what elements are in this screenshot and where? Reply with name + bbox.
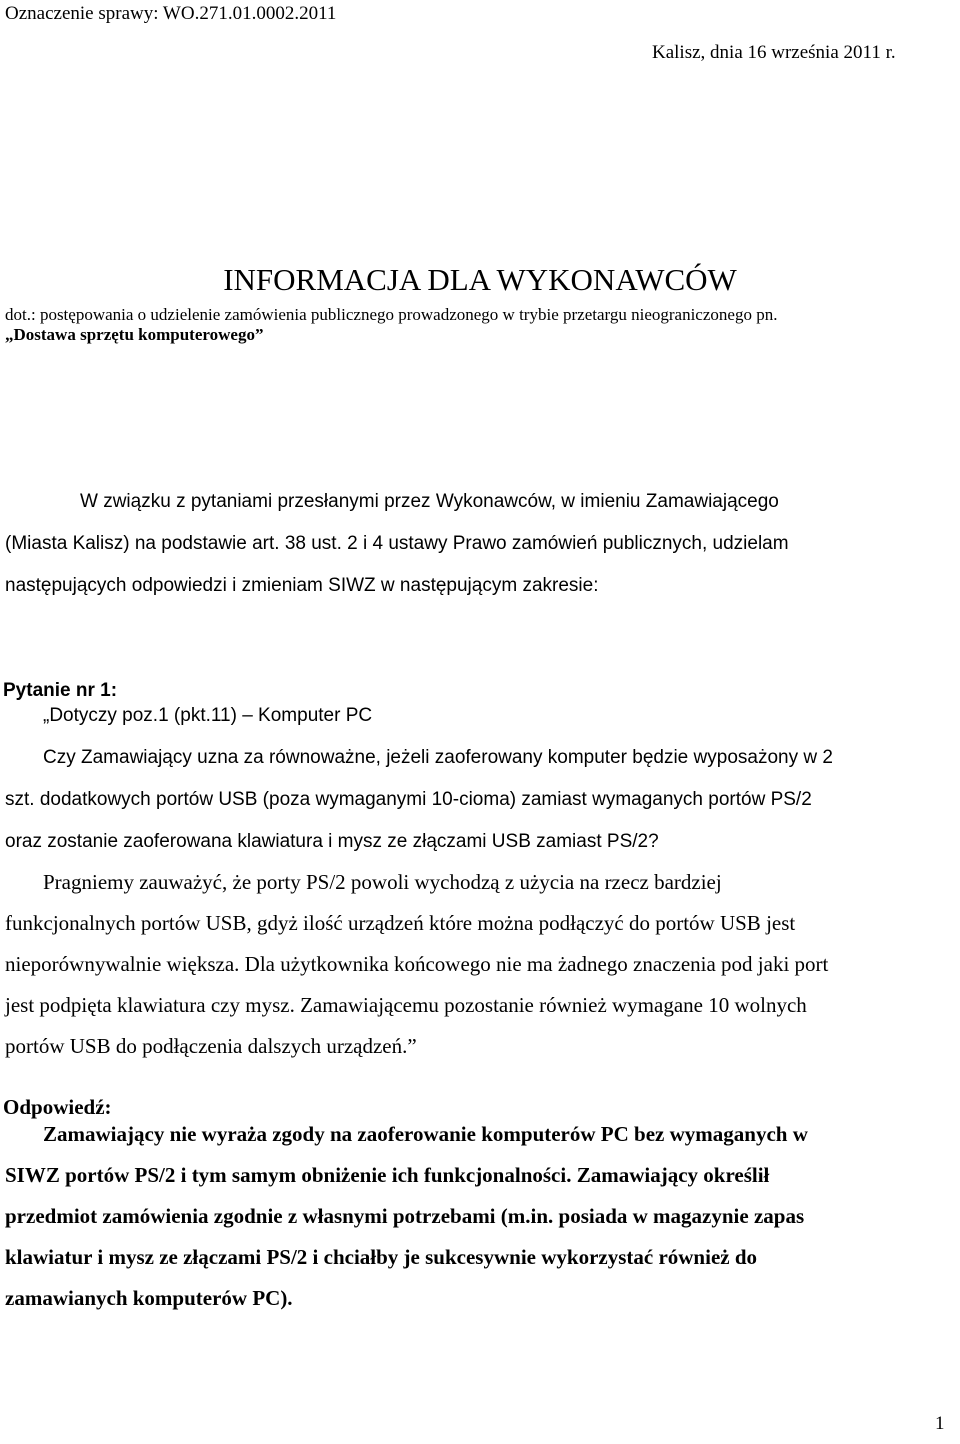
case-reference: Oznaczenie sprawy: WO.271.01.0002.2011	[5, 3, 337, 24]
intro-line: (Miasta Kalisz) na podstawie art. 38 ust. 2 i 4 ustawy Prawo zamówień publicznych, udzielam	[5, 533, 789, 554]
document-title: INFORMACJA DLA WYKONAWCÓW	[223, 262, 737, 297]
answer-line: klawiatur i mysz ze złączami PS/2 i chciałby je sukcesywnie wykorzystać również do	[5, 1245, 758, 1269]
page-number: 1	[935, 1413, 945, 1434]
subject-title: „Dostawa sprzętu komputerowego”	[5, 325, 264, 344]
question-paragraph-line: Pragniemy zauważyć, że porty PS/2 powoli wychodzą z użycia na rzecz bardziej	[43, 870, 722, 894]
question-paragraph-line: funkcjonalnych portów USB, gdyż ilość urządzeń które można podłączyć do portów USB jest	[5, 911, 796, 935]
answer-heading: Odpowiedź:	[3, 1095, 112, 1119]
place-and-date: Kalisz, dnia 16 września 2011 r.	[652, 42, 896, 63]
question-line: Czy Zamawiający uzna za równoważne, jeżeli zaoferowany komputer będzie wyposażony w 2	[43, 747, 833, 768]
intro-line: W związku z pytaniami przesłanymi przez Wykonawców, w imieniu Zamawiającego	[80, 491, 779, 512]
question-paragraph-line: nieporównywalnie większa. Dla użytkownika końcowego nie ma żadnego znaczenia pod jaki port	[5, 952, 829, 976]
question-paragraph-line: portów USB do podłączenia dalszych urządzeń.”	[5, 1034, 417, 1058]
answer-line: SIWZ portów PS/2 i tym samym obniżenie ich funkcjonalności. Zamawiający określił	[5, 1163, 770, 1187]
question-reference: „Dotyczy poz.1 (pkt.11) – Komputer PC	[43, 705, 373, 726]
answer-line: zamawianych komputerów PC).	[5, 1286, 293, 1310]
intro-line: następujących odpowiedzi i zmieniam SIWZ w następującym zakresie:	[5, 575, 599, 596]
question-line: oraz zostanie zaoferowana klawiatura i mysz ze złączami USB zamiast PS/2?	[5, 831, 659, 852]
subject-line: dot.: postępowania o udzielenie zamówienia publicznego prowadzonego w trybie przetargu nieograniczonego pn.	[5, 305, 778, 324]
question-line: szt. dodatkowych portów USB (poza wymaganymi 10-cioma) zamiast wymaganych portów PS/2	[5, 789, 812, 810]
question-paragraph-line: jest podpięta klawiatura czy mysz. Zamawiającemu pozostanie również wymagane 10 wolnych	[5, 993, 807, 1017]
answer-line: Zamawiający nie wyraża zgody na zaoferowanie komputerów PC bez wymaganych w	[43, 1122, 808, 1146]
question-heading: Pytanie nr 1:	[3, 680, 118, 701]
answer-line: przedmiot zamówienia zgodnie z własnymi potrzebami (m.in. posiada w magazynie zapas	[5, 1204, 805, 1228]
